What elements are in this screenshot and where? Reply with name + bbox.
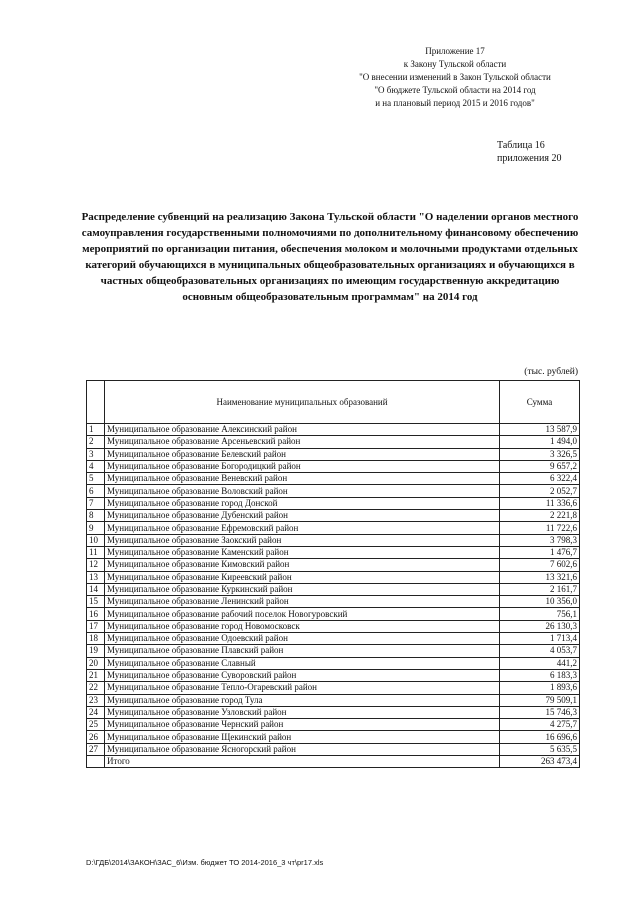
- annex-line: Приложение 17: [425, 46, 485, 56]
- table-row: [87, 497, 580, 509]
- table-row: [87, 510, 580, 522]
- table-row: [87, 485, 580, 497]
- row-sum: 4 275,7: [500, 719, 580, 731]
- row-sum: 9 657,2: [500, 460, 580, 472]
- table-body: [87, 424, 580, 768]
- row-sum: 11 722,6: [500, 522, 580, 534]
- table-row: [87, 473, 580, 485]
- row-number: 14: [87, 583, 105, 595]
- row-name: Муниципальное образование Плавский район: [105, 645, 500, 657]
- row-sum: 2 161,7: [500, 583, 580, 595]
- total-label: Итого: [105, 756, 500, 768]
- distribution-table: [86, 380, 580, 768]
- table-row: [87, 633, 580, 645]
- row-sum: 13 587,9: [500, 424, 580, 436]
- row-number: 10: [87, 534, 105, 546]
- row-number: 24: [87, 706, 105, 718]
- row-name: Муниципальное образование Узловский район: [105, 706, 500, 718]
- table-row: [87, 534, 580, 546]
- table-row: [87, 731, 580, 743]
- row-name: Муниципальное образование Каменский район: [105, 546, 500, 558]
- row-number: 12: [87, 559, 105, 571]
- row-sum: 2 052,7: [500, 485, 580, 497]
- row-name: Муниципальное образование Богородицкий район: [105, 460, 500, 472]
- row-number: 26: [87, 731, 105, 743]
- annex-line: и на плановый период 2015 и 2016 годов": [375, 98, 535, 108]
- annex-line: "О внесении изменений в Закон Тульской области: [359, 72, 551, 82]
- row-name: Муниципальное образование город Донской: [105, 497, 500, 509]
- annex-line: к Закону Тульской области: [403, 59, 507, 69]
- row-name: Муниципальное образование Славный: [105, 657, 500, 669]
- table-row: [87, 719, 580, 731]
- annex-header: [300, 45, 610, 110]
- row-number: 8: [87, 510, 105, 522]
- row-sum: 11 336,6: [500, 497, 580, 509]
- table-row: [87, 596, 580, 608]
- row-name: Муниципальное образование Заокский район: [105, 534, 500, 546]
- table-row: [87, 608, 580, 620]
- row-sum: 10 356,0: [500, 596, 580, 608]
- row-sum: 13 321,6: [500, 571, 580, 583]
- row-name: Муниципальное образование Одоевский район: [105, 633, 500, 645]
- page-title: Распределение субвенций на реализацию Закона Тульской области "О наделении органов местного самоуправления государственными полномочиями по дополнительному финансовому обеспечению мероприятий по организации питания, обеспечения молоком и молочными продуктами отдельных категорий обучающихся в муниципальных общеобразовательных организациях и обучающихся в частных общеобразовательных организациях по имеющим государственную аккредитацию основным общеобразовательным программам" на 2014 год: [81, 211, 579, 303]
- header-number: [87, 381, 105, 424]
- total-sum: 263 473,4: [500, 756, 580, 768]
- row-number: 13: [87, 571, 105, 583]
- table-row: [87, 694, 580, 706]
- row-sum: 6 322,4: [500, 473, 580, 485]
- row-sum: 16 696,6: [500, 731, 580, 743]
- row-sum: 3 798,3: [500, 534, 580, 546]
- row-name: Муниципальное образование Ясногорский район: [105, 743, 500, 755]
- row-name: Муниципальное образование Дубенский район: [105, 510, 500, 522]
- row-sum: 756,1: [500, 608, 580, 620]
- table-row: [87, 436, 580, 448]
- row-name: Муниципальное образование Воловский район: [105, 485, 500, 497]
- row-sum: 1 476,7: [500, 546, 580, 558]
- row-number: 27: [87, 743, 105, 755]
- row-sum: 1 713,4: [500, 633, 580, 645]
- row-sum: 6 183,3: [500, 669, 580, 681]
- table-header-row: [87, 381, 580, 424]
- row-sum: 1 494,0: [500, 436, 580, 448]
- row-number: 4: [87, 460, 105, 472]
- row-name: Муниципальное образование Суворовский район: [105, 669, 500, 681]
- row-name: Муниципальное образование Куркинский район: [105, 583, 500, 595]
- row-number: 9: [87, 522, 105, 534]
- table-row: [87, 706, 580, 718]
- file-path-footer: D:\ГДБ\2014\ЗАКОН\ЗАС_6\Изм. бюджет ТО 2014-2016_3 чт\pr17.xls: [86, 858, 324, 867]
- annex-line: "О бюджете Тульской области на 2014 год: [374, 85, 536, 95]
- row-sum: 7 602,6: [500, 559, 580, 571]
- row-name: Муниципальное образование Тепло-Огаревский район: [105, 682, 500, 694]
- row-sum: 4 053,7: [500, 645, 580, 657]
- row-number: 22: [87, 682, 105, 694]
- row-number: 2: [87, 436, 105, 448]
- annex-number: приложения 20: [497, 153, 562, 164]
- row-name: Муниципальное образование Ленинский район: [105, 596, 500, 608]
- row-sum: 26 130,3: [500, 620, 580, 632]
- row-number: 17: [87, 620, 105, 632]
- row-number: 19: [87, 645, 105, 657]
- table-row: [87, 448, 580, 460]
- row-number: 5: [87, 473, 105, 485]
- row-number: 25: [87, 719, 105, 731]
- row-name: Муниципальное образование Чернский район: [105, 719, 500, 731]
- table-row: [87, 669, 580, 681]
- table-row: [87, 682, 580, 694]
- row-number: 15: [87, 596, 105, 608]
- row-number: 6: [87, 485, 105, 497]
- row-number: 20: [87, 657, 105, 669]
- row-number: 1: [87, 424, 105, 436]
- header-name: Наименование муниципальных образований: [105, 381, 500, 424]
- row-name: Муниципальное образование Кимовский район: [105, 559, 500, 571]
- row-number: 18: [87, 633, 105, 645]
- table-row: [87, 645, 580, 657]
- row-name: Муниципальное образование Арсеньевский район: [105, 436, 500, 448]
- row-number: 11: [87, 546, 105, 558]
- row-sum: 3 326,5: [500, 448, 580, 460]
- row-number: 7: [87, 497, 105, 509]
- row-name: Муниципальное образование Алексинский район: [105, 424, 500, 436]
- row-name: Муниципальное образование Ефремовский район: [105, 522, 500, 534]
- row-sum: 441,2: [500, 657, 580, 669]
- row-name: Муниципальное образование город Тула: [105, 694, 500, 706]
- table-row: [87, 424, 580, 436]
- table-row: [87, 559, 580, 571]
- header-sum: Сумма: [500, 381, 580, 424]
- table-row: [87, 620, 580, 632]
- row-name: Муниципальное образование рабочий поселок Новогуровский: [105, 608, 500, 620]
- units-label: (тыс. рублей): [524, 367, 578, 377]
- row-sum: 79 509,1: [500, 694, 580, 706]
- row-number: 16: [87, 608, 105, 620]
- table-reference: [497, 139, 561, 165]
- row-number: 21: [87, 669, 105, 681]
- table-row: [87, 460, 580, 472]
- row-sum: 2 221,8: [500, 510, 580, 522]
- row-name: Муниципальное образование Белевский район: [105, 448, 500, 460]
- row-sum: 1 893,6: [500, 682, 580, 694]
- row-name: Муниципальное образование город Новомосковск: [105, 620, 500, 632]
- table-row: [87, 583, 580, 595]
- row-sum: 5 635,5: [500, 743, 580, 755]
- table-row: [87, 657, 580, 669]
- row-name: Муниципальное образование Веневский район: [105, 473, 500, 485]
- total-row: [87, 756, 580, 768]
- table-number: Таблица 16: [497, 140, 545, 151]
- table-row: [87, 743, 580, 755]
- row-sum: 15 746,3: [500, 706, 580, 718]
- table-row: [87, 546, 580, 558]
- row-name: Муниципальное образование Киреевский район: [105, 571, 500, 583]
- row-number: 3: [87, 448, 105, 460]
- table-row: [87, 522, 580, 534]
- row-number: 23: [87, 694, 105, 706]
- total-number: [87, 756, 105, 768]
- table-row: [87, 571, 580, 583]
- row-name: Муниципальное образование Щекинский район: [105, 731, 500, 743]
